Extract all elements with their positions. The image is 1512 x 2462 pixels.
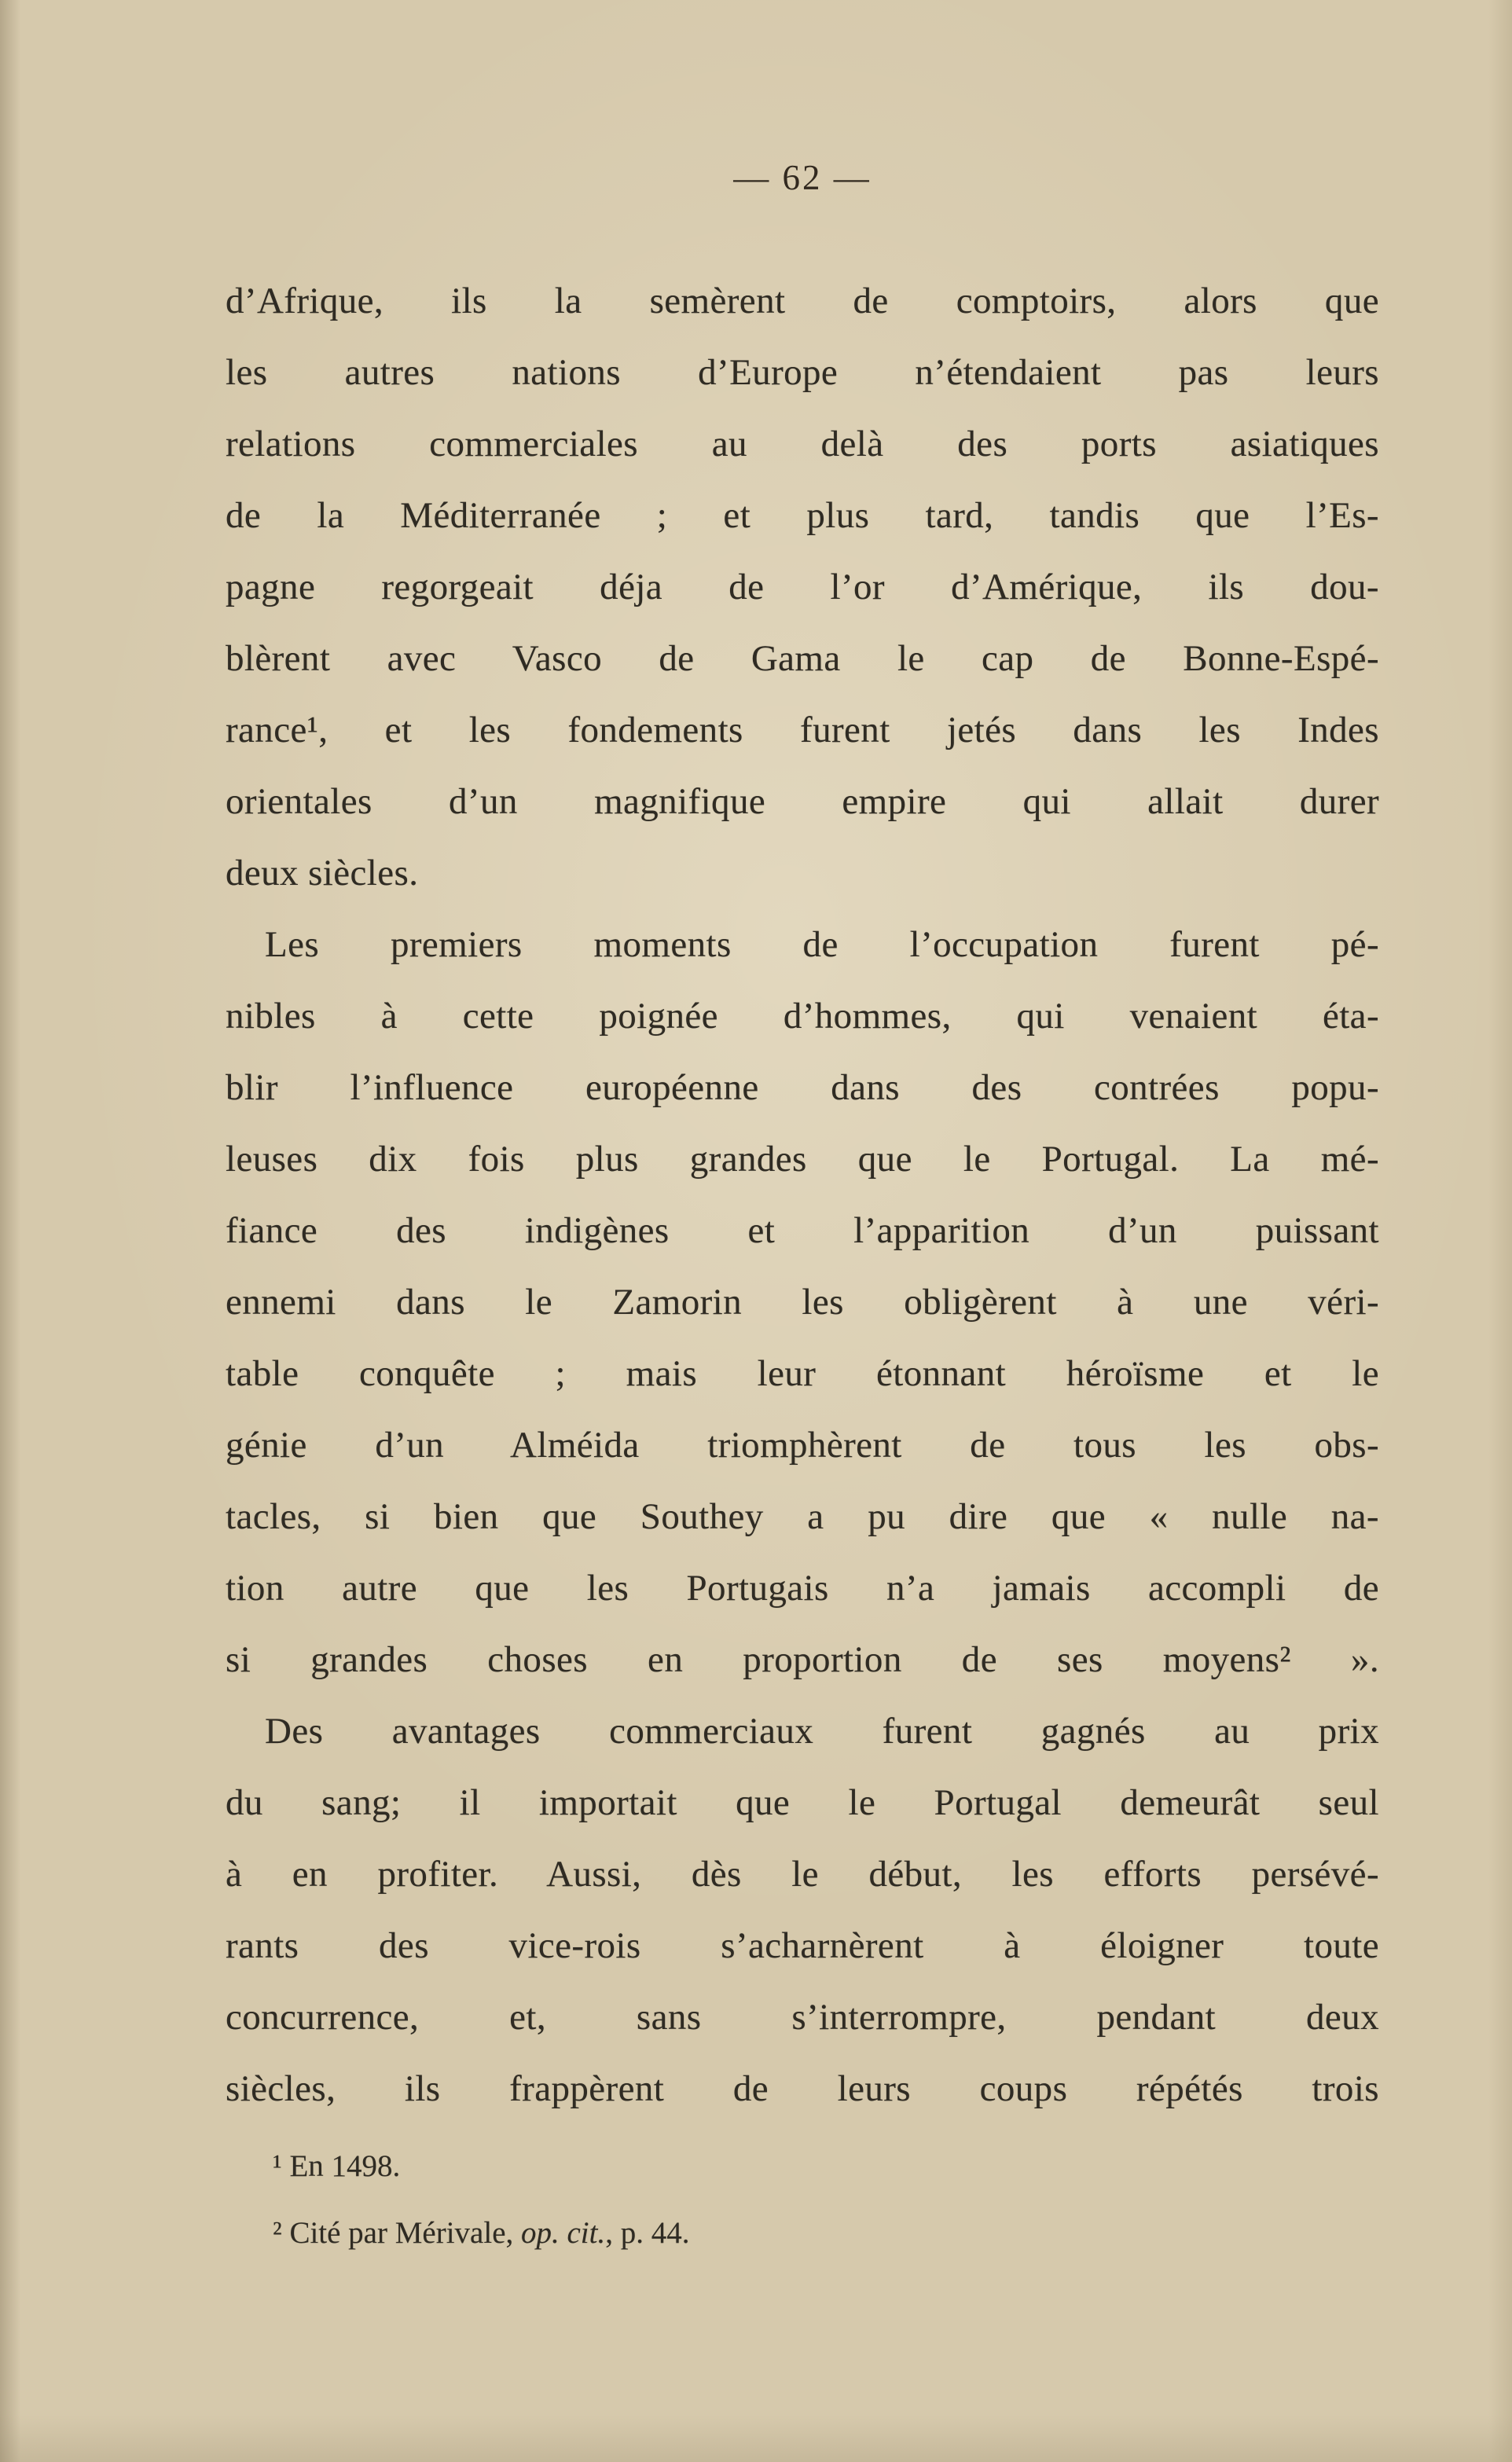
body-line: leuses dix fois plus grandes que le Portugal. La mé- <box>226 1139 1379 1180</box>
footnote-2 <box>273 2200 1379 2266</box>
body-line: siècles, ils frappèrent de leurs coups répétés trois <box>226 2068 1379 2109</box>
body-line: deux siècles. <box>226 853 419 893</box>
body-line: du sang; il importait que le Portugal demeurât seul <box>226 1782 1379 1823</box>
body-line: tion autre que les Portugais n’a jamais accompli de <box>226 1568 1379 1609</box>
body-line: rants des vice-rois s’acharnèrent à éloigner toute <box>226 1925 1379 1966</box>
body-line: à en profiter. Aussi, dès le début, les efforts persévé- <box>226 1854 1379 1895</box>
body-line: Les premiers moments de l’occupation furent pé- <box>265 924 1379 965</box>
body-line: concurrence, et, sans s’interrompre, pendant deux <box>226 1997 1379 2038</box>
body-line: génie d’un Alméida triomphèrent de tous les obs- <box>226 1425 1379 1466</box>
footnote-2-text: ² Cité par Mérivale, <box>273 2216 521 2250</box>
body-line: fiance des indigènes et l’apparition d’un puissant <box>226 1210 1379 1251</box>
body-text <box>226 266 1379 2125</box>
body-line: table conquête ; mais leur étonnant héroïsme et le <box>226 1353 1379 1394</box>
footnotes <box>273 2133 1379 2266</box>
footnote-2-page: , p. 44. <box>605 2216 690 2250</box>
body-line: Des avantages commerciaux furent gagnés au prix <box>265 1711 1379 1752</box>
body-line: orientales d’un magnifique empire qui allait durer <box>226 781 1379 822</box>
body-line: d’Afrique, ils la semèrent de comptoirs, alors que <box>226 281 1379 321</box>
body-line: les autres nations d’Europe n’étendaient pas leurs <box>226 352 1379 393</box>
body-line: nibles à cette poignée d’hommes, qui venaient éta- <box>226 996 1379 1037</box>
body-line: blèrent avec Vasco de Gama le cap de Bonne-Espé- <box>226 638 1379 679</box>
body-line: ennemi dans le Zamorin les obligèrent à une véri- <box>226 1282 1379 1323</box>
body-line: de la Méditerranée ; et plus tard, tandis que l’Es- <box>226 495 1379 536</box>
footnote-2-citation: op. cit. <box>521 2216 606 2250</box>
body-line: pagne regorgeait déja de l’or d’Amérique, ils dou- <box>226 567 1379 607</box>
page-number: — 62 — <box>733 158 872 197</box>
body-line: si grandes choses en proportion de ses moyens² ». <box>226 1639 1379 1680</box>
body-line: rance¹, et les fondements furent jetés dans les Indes <box>226 710 1379 750</box>
body-line: blir l’influence européenne dans des contrées popu- <box>226 1067 1379 1108</box>
body-line: relations commerciales au delà des ports asiatiques <box>226 424 1379 464</box>
body-line: tacles, si bien que Southey a pu dire que « nulle na- <box>226 1496 1379 1537</box>
footnote-1: ¹ En 1498. <box>273 2149 401 2183</box>
